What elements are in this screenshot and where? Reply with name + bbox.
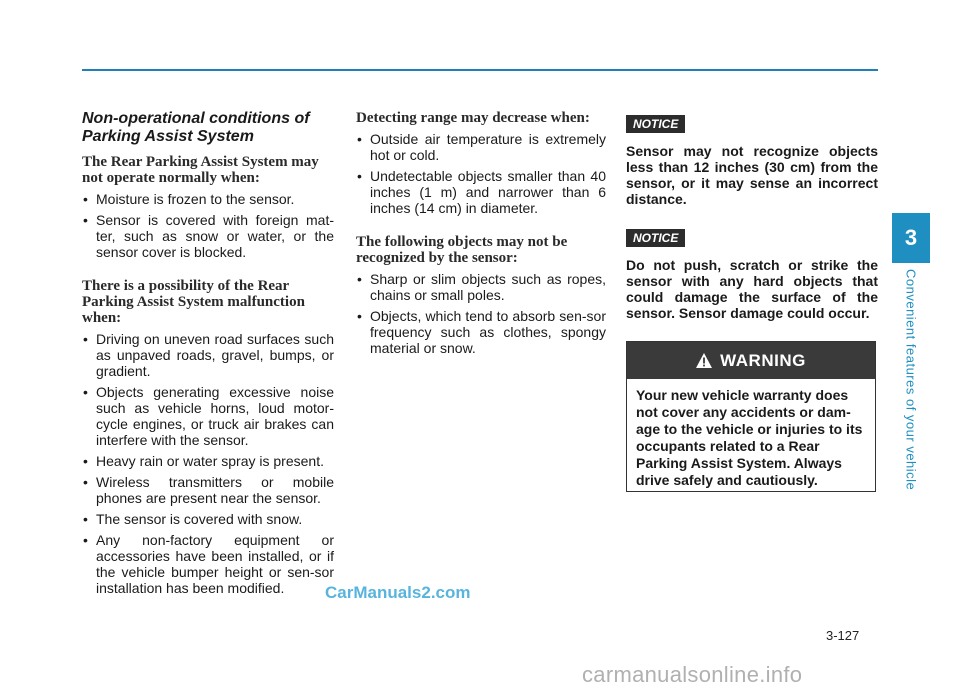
list-item: • Undetectable objects smaller than 40 inches (1 m) and narrower than 6 inches (14 cm) in diameter.: [356, 168, 606, 216]
list-item: • Heavy rain or water spray is present.: [82, 453, 334, 469]
chapter-side-title: [892, 265, 930, 495]
subheading-may-not-operate: The Rear Parking Assist System may not operate normally when:: [82, 154, 319, 186]
list-item: • Sharp or slim objects such as ropes, chains or small poles.: [356, 271, 606, 303]
notice-text-distance: Sensor may not recognize objects less than 12 inches (30 cm) from the sensor, or it may sense an incorrect distance.: [626, 143, 878, 207]
watermark-carmanuals2[interactable]: CarManuals2.com: [325, 583, 471, 602]
warning-label: WARNING: [720, 350, 806, 370]
column-2: [356, 110, 606, 374]
warning-box: [626, 341, 876, 492]
list-item: • Moisture is frozen to the sensor.: [82, 191, 334, 207]
list-item: • Objects, which tend to absorb sen-sor frequency such as clothes, spongy material or snow.: [356, 308, 606, 356]
chapter-title: Convenient features of your vehicle: [903, 269, 919, 491]
header-rule: [82, 69, 878, 71]
subheading-detecting-range: Detecting range may decrease when:: [356, 110, 590, 126]
section-title: Non-operational conditions of Parking Assist System: [82, 110, 310, 145]
warning-triangle-icon: [696, 353, 712, 368]
list-objects-not-recognized: [356, 271, 606, 356]
list-item: • The sensor is covered with snow.: [82, 511, 334, 527]
warning-text: Your new vehicle warranty does not cover any accidents or dam-age to the vehicle or injuries to its occupants related to a Rear Parking Assist System. Always drive safely and cautiously.: [636, 387, 863, 488]
column-3: [626, 110, 878, 338]
list-malfunction: [82, 331, 334, 596]
subheading-objects-not-recognized: The following objects may not be recognized by the sensor:: [356, 234, 568, 266]
list-item: • Any non-factory equipment or accessories have been installed, or if the vehicle bumper height or sen-sor installation has been modified.: [82, 532, 334, 596]
list-detecting-range: [356, 131, 606, 216]
notice-text-damage: Do not push, scratch or strike the sensor with any hard objects that could damage the surface of the sensor. Sensor damage could occur.: [626, 257, 878, 321]
watermark-carmanualsonline[interactable]: carmanualsonline.info: [582, 662, 803, 687]
notice-badge: NOTICE: [626, 229, 685, 247]
list-item: • Objects generating excessive noise such as vehicle horns, loud motor-cycle engines, or truck air brakes can interfere with the sensor.: [82, 384, 334, 448]
list-may-not-operate: [82, 191, 334, 260]
subheading-malfunction: There is a possibility of the Rear Parking Assist System malfunction when:: [82, 278, 305, 326]
list-item: • Outside air temperature is extremely hot or cold.: [356, 131, 606, 163]
page-number: 3-127: [826, 628, 860, 643]
list-item: • Sensor is covered with foreign mat-ter, such as snow or water, or the sensor cover is blocked.: [82, 212, 334, 260]
list-item: • Wireless transmitters or mobile phones are present near the sensor.: [82, 474, 334, 506]
notice-badge: NOTICE: [626, 115, 685, 133]
list-item: • Driving on uneven road surfaces such as unpaved roads, gravel, bumps, or gradient.: [82, 331, 334, 379]
chapter-tab: [892, 213, 930, 263]
chapter-number: 3: [904, 225, 918, 250]
column-1: [82, 110, 334, 614]
warning-header: [627, 342, 875, 379]
